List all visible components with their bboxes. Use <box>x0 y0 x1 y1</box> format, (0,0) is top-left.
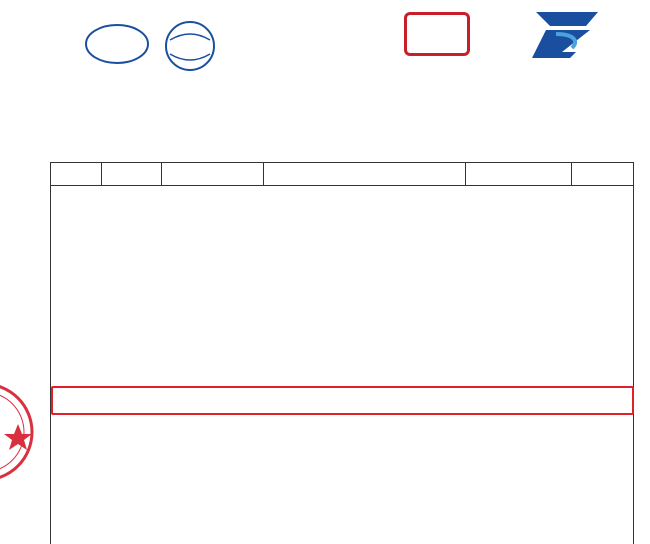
results-table <box>50 162 634 544</box>
table-header <box>51 163 633 186</box>
header-item <box>465 163 571 185</box>
header-requirement <box>161 163 263 185</box>
red-seal-stamp <box>0 372 36 492</box>
report-title <box>232 28 372 57</box>
header-no <box>571 163 633 185</box>
highlight-box <box>51 386 634 415</box>
header-requirement-detail <box>263 163 465 185</box>
header-result <box>101 163 161 185</box>
header-verdict <box>51 163 101 185</box>
cnas-cert-text <box>14 14 76 69</box>
zhongfu-logo <box>506 4 630 90</box>
section-title <box>0 131 650 147</box>
report-meta <box>20 98 640 122</box>
ilac-mra-mark <box>160 18 220 74</box>
cnas-mark <box>84 22 150 66</box>
cma-mark <box>392 12 484 84</box>
